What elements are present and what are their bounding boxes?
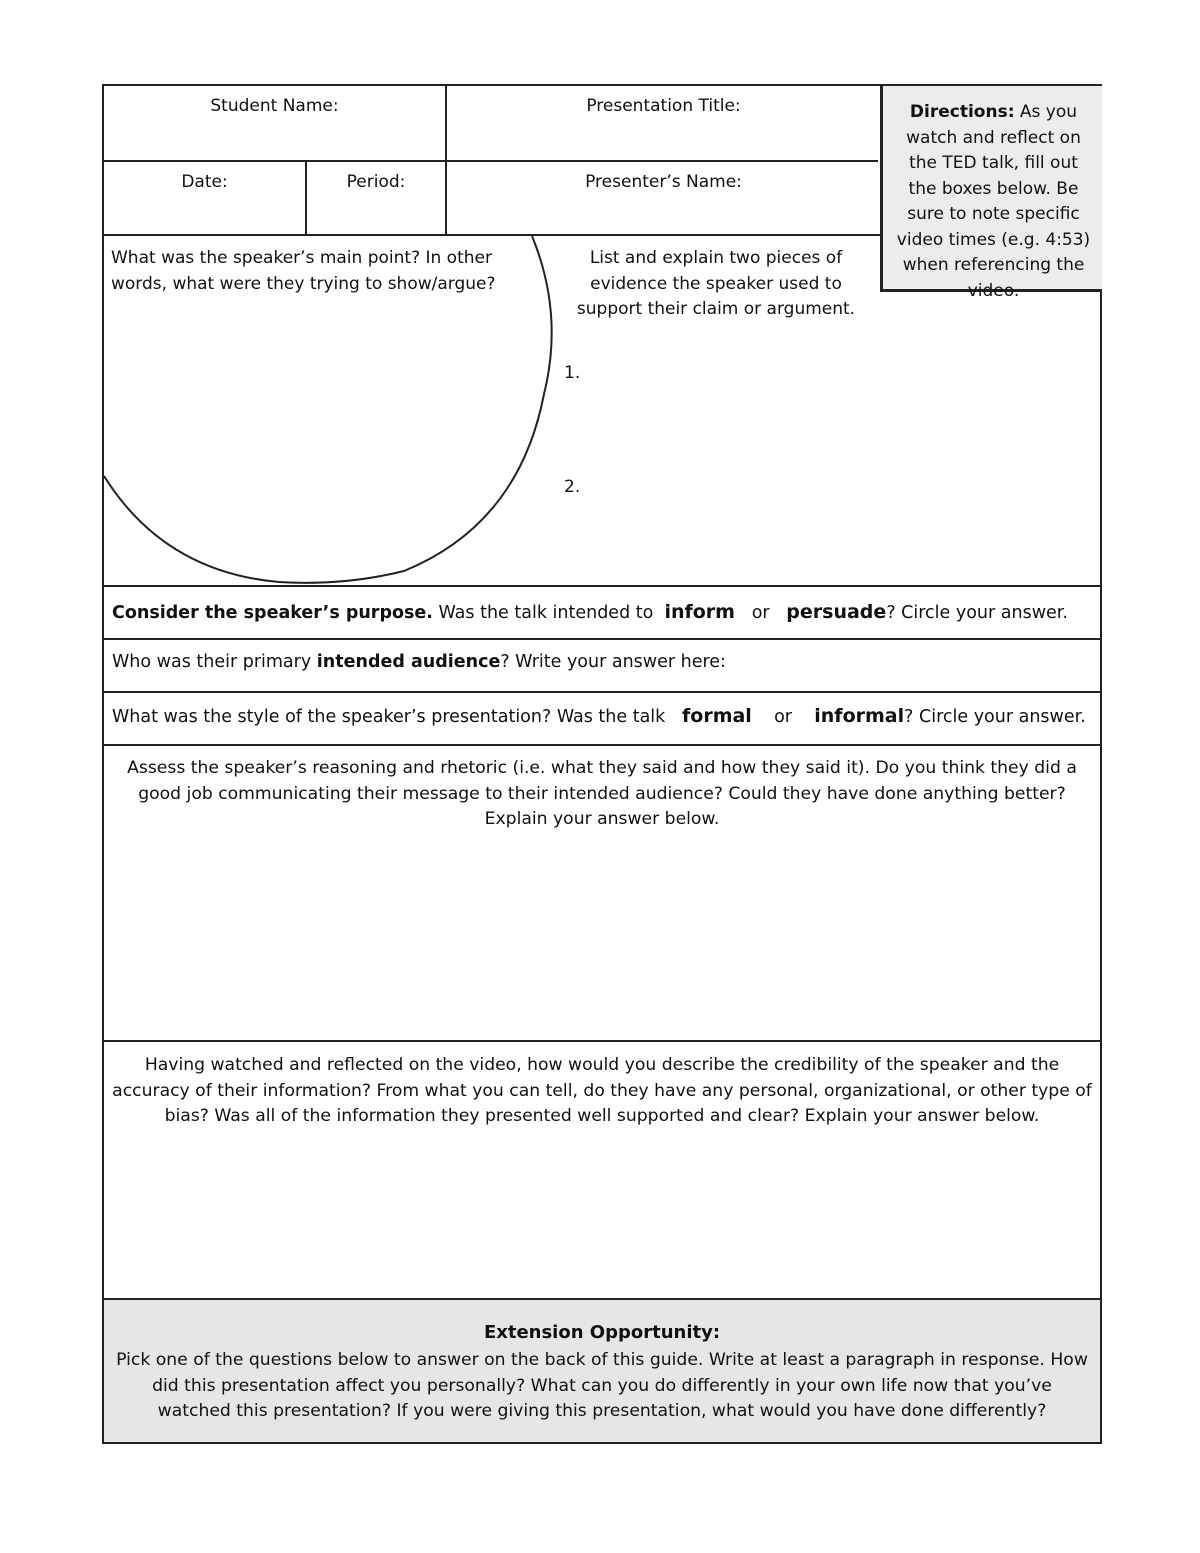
purpose-option-inform[interactable]: inform <box>664 601 735 623</box>
date-field[interactable] <box>104 170 305 196</box>
style-lead: What was the style of the speaker’s presentation? Was the talk <box>112 707 666 727</box>
presenter-name-field[interactable] <box>447 170 880 196</box>
extension-box <box>104 1298 1100 1442</box>
extension-title: Extension Opportunity: <box>483 1322 721 1343</box>
style-tail: ? Circle your answer. <box>904 707 1086 727</box>
purpose-row[interactable] <box>112 601 1092 623</box>
evidence-item-1[interactable]: 1. <box>564 363 581 383</box>
presenter-name-label: Presenter’s Name: <box>585 172 742 192</box>
period-field[interactable] <box>307 170 445 196</box>
worksheet <box>102 84 1102 1444</box>
directions-heading: Directions: <box>909 102 1015 122</box>
style-row[interactable] <box>112 705 1092 727</box>
evidence-item-2[interactable]: 2. <box>564 477 581 497</box>
audience-lead: Who was their primary <box>112 652 312 672</box>
purpose-top-line <box>104 585 1100 587</box>
audience-row[interactable] <box>112 652 1092 672</box>
extension-text: Pick one of the questions below to answer on the back of this guide. Write at least a paragraph in response. How did this presentation affect you personally? What can you do differently in your own life now that you’ve watched this presentation? If you were giving this presentation, what would you have done differently? <box>116 1350 1088 1421</box>
date-label: Date: <box>181 172 228 192</box>
style-or: or <box>774 707 792 727</box>
purpose-option-persuade[interactable]: persuade <box>786 601 887 623</box>
assess-top-line <box>104 744 1100 746</box>
directions-box <box>880 86 1102 301</box>
style-option-formal[interactable]: formal <box>682 705 752 727</box>
style-top-line <box>104 691 1100 693</box>
audience-tail: ? Write your answer here: <box>500 652 726 672</box>
purpose-bold-lead: Consider the speaker’s purpose. <box>112 603 433 623</box>
credibility-question[interactable]: Having watched and reflected on the video, how would you describe the credibility of the speaker and the accuracy of their information? From what you can tell, do they have any personal, organizational, or other type of bias? Was all of the information they presented well supported and clear? Explain your answer below. <box>112 1055 1092 1126</box>
presentation-title-field[interactable] <box>447 94 880 120</box>
header-divider <box>104 160 878 162</box>
purpose-or: or <box>751 603 770 623</box>
audience-top-line <box>104 638 1100 640</box>
presentation-title-label: Presentation Title: <box>586 96 741 116</box>
student-name-label: Student Name: <box>210 96 339 116</box>
audience-bold: intended audience <box>316 652 501 672</box>
period-label: Period: <box>346 172 406 192</box>
credibility-top-line <box>104 1040 1100 1042</box>
student-name-field[interactable] <box>104 94 445 120</box>
purpose-tail: ? Circle your answer. <box>886 603 1068 623</box>
purpose-text: Was the talk intended to <box>438 603 654 623</box>
directions-text: As you watch and reflect on the TED talk, fill out the boxes below. Be sure to note specific video times (e.g. 4:53) when referencing the video. <box>896 102 1091 301</box>
main-point-question[interactable]: What was the speaker’s main point? In other words, what were they trying to show/argue? <box>111 248 496 294</box>
evidence-question: List and explain two pieces of evidence the speaker used to support their claim or argument. <box>576 248 856 319</box>
style-option-informal[interactable]: informal <box>814 705 905 727</box>
assess-question[interactable]: Assess the speaker’s reasoning and rhetoric (i.e. what they said and how they said it). Do you think they did a good job communicating their message to their intended audience? Could they have done anything better? Explain your answer below. <box>127 758 1077 829</box>
